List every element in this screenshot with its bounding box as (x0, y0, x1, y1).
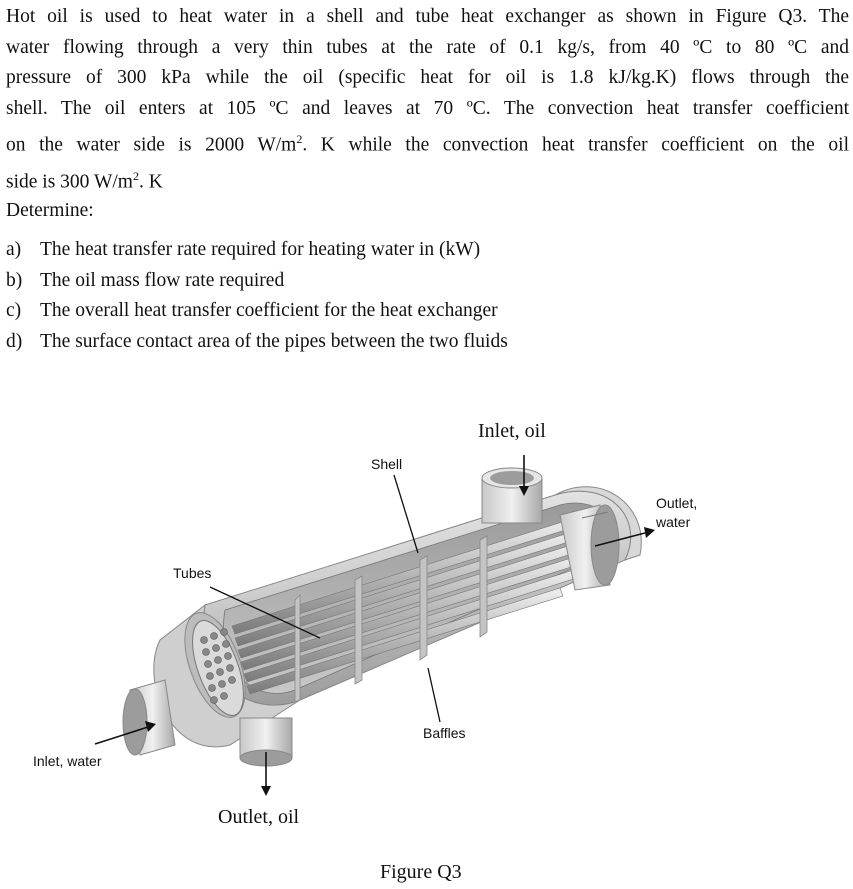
figure-caption: Figure Q3 (380, 861, 462, 883)
label-inlet-water: Inlet, water (33, 753, 102, 769)
problem-line: water flowing through a very thin tubes at the rate of 0.1 kg/s, from 40 ºC to 80 ºC and (6, 36, 849, 58)
problem-line (6, 161, 849, 198)
problem-line: pressure of 300 kPa while the oil (specific heat for oil is 1.8 kJ/kg.K) flows through the (6, 67, 849, 89)
label-outlet-oil: Outlet, oil (218, 806, 300, 828)
label-tubes: Tubes (173, 565, 212, 581)
label-inlet-oil: Inlet, oil (478, 420, 546, 442)
label-outlet-water-line2: water (656, 514, 691, 530)
problem-text: side is 300 W/m (6, 171, 133, 193)
question-item (6, 235, 508, 266)
question-letter: b) (6, 269, 23, 291)
question-letter: c) (6, 300, 22, 322)
question-item (6, 266, 508, 297)
problem-text: . K while the convection heat transfer coefficient on the oil (302, 134, 849, 156)
label-baffles: Baffles (423, 725, 466, 741)
question-item (6, 327, 508, 358)
question-text: The overall heat transfer coefficient for the heat exchanger (40, 300, 498, 322)
problem-statement (6, 2, 849, 199)
superscript: 2 (132, 169, 139, 184)
problem-line: shell. The oil enters at 105 ºC and leaves at 70 ºC. The convection heat transfer coefficient (6, 97, 849, 119)
question-text: The surface contact area of the pipes between the two fluids (40, 330, 508, 352)
superscript: 2 (296, 132, 303, 147)
problem-line: Hot oil is used to heat water in a shell and tube heat exchanger as shown in Figure Q3. The (6, 6, 849, 27)
problem-text: on the water side is 2000 W/m (6, 134, 297, 156)
question-list (6, 235, 508, 357)
oil-inlet-nozzle (482, 468, 542, 523)
question-letter: d) (6, 330, 23, 352)
question-letter: a) (6, 239, 22, 260)
problem-line (6, 124, 849, 161)
question-text: The oil mass flow rate required (40, 269, 285, 291)
heat-exchanger-figure (0, 400, 853, 889)
problem-text: . K (138, 171, 163, 193)
water-inlet-nozzle (123, 680, 175, 755)
label-outlet-water-line1: Outlet, (656, 495, 698, 511)
question-text: The heat transfer rate required for heating water in (kW) (40, 239, 481, 260)
question-item (6, 296, 508, 327)
determine-heading: Determine: (6, 200, 94, 221)
label-shell: Shell (371, 456, 403, 472)
